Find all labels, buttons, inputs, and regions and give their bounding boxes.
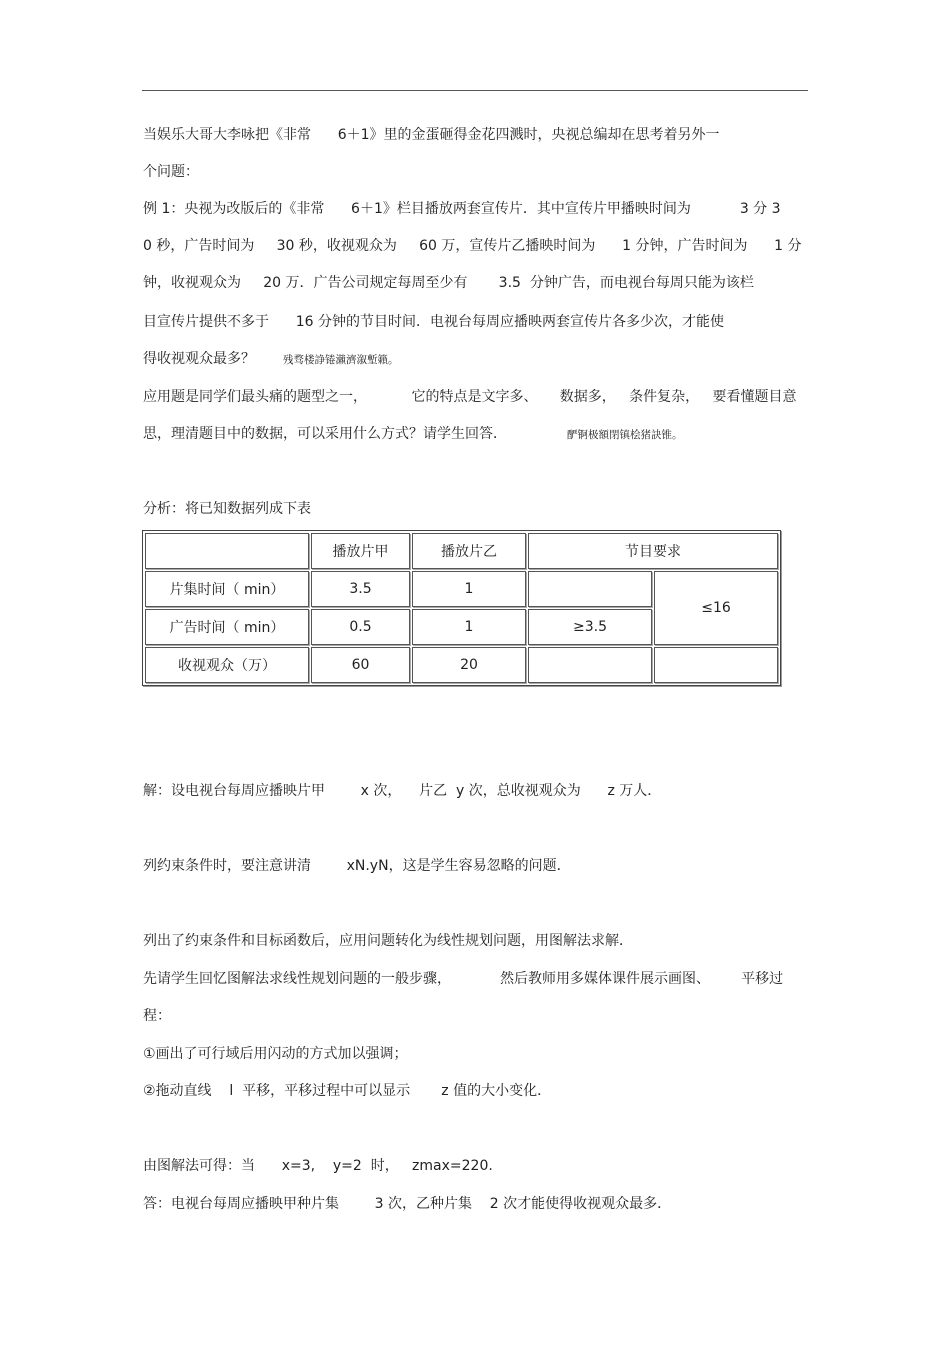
garbled-text-1: 残骛楼諍锩瀨濟溆塹籟。 — [283, 354, 399, 366]
table-cell: 60 — [311, 647, 410, 683]
table-row — [145, 571, 778, 607]
table-row-label: 片集时间（ min） — [145, 571, 309, 607]
intro-line-2: 个问题： — [143, 164, 199, 180]
solution-line-4: 先请学生回忆图解法求线性规划问题的一般步骤， 然后教师用多媒体课件展示画图、 平移过 — [143, 971, 784, 987]
table-merged-cell: ≤16 — [654, 571, 778, 645]
answer-line: 答：电视台每周应播映甲种片集 3 次，乙种片集 2 次才能使得收视观众最多． — [143, 1196, 672, 1212]
result-line: 由图解法可得：当 x=3, y=2 时， zmax=220. — [143, 1158, 493, 1174]
question-line-1: 应用题是同学们最头痛的题型之一， 它的特点是文字多、 数据多， 条件复杂， 要看懂题目意 — [143, 389, 797, 405]
example-question: 得收视观众最多？ — [143, 351, 255, 367]
question-line-2 — [143, 425, 683, 444]
garbled-text-2: 酽锕极額閉镇桧猪訣锥。 — [567, 429, 683, 441]
table-cell — [528, 647, 652, 683]
question-text: 思，理清题目中的数据，可以采用什么方式？请学生回答． — [143, 426, 507, 442]
step-1: ①画出了可行域后用闪动的方式加以强调； — [143, 1046, 408, 1062]
solution-line-3: 列出了约束条件和目标函数后，应用问题转化为线性规划问题，用图解法求解． — [143, 933, 633, 949]
solution-line-2: 列约束条件时，要注意讲清 xN.yN，这是学生容易忽略的问题． — [143, 858, 571, 874]
table-cell — [654, 647, 778, 683]
table-cell: 1 — [412, 609, 526, 645]
step-2: ②拖动直线 l 平移，平移过程中可以显示 z 值的大小变化． — [143, 1083, 552, 1099]
table-row-label: 收视观众（万） — [145, 647, 309, 683]
table-cell: ≥3.5 — [528, 609, 652, 645]
table-cell: 3.5 — [311, 571, 410, 607]
intro-line-1: 当娱乐大哥大李咏把《非常 6＋1》里的金蛋砸得金花四溅时，央视总编却在思考着另外一 — [143, 127, 720, 143]
table-header-cell — [145, 533, 309, 569]
example-line-4: 目宣传片提供不多于 16 分钟的节目时间．电视台每周应播映两套宣传片各多少次，才能使 — [143, 314, 724, 330]
table-header-row — [145, 533, 778, 569]
table-header-cell: 节目要求 — [528, 533, 778, 569]
table-header-cell: 播放片乙 — [412, 533, 526, 569]
data-table — [142, 530, 781, 686]
table-cell — [528, 571, 652, 607]
analysis-heading: 分析：将已知数据列成下表 — [143, 501, 311, 517]
solution-line-1: 解：设电视台每周应播映片甲 x 次， 片乙 y 次，总收视观众为 z 万人． — [143, 783, 662, 799]
example-line-1: 例 1：央视为改版后的《非常 6＋1》栏目播放两套宣传片．其中宣传片甲播映时间为 3 分 3 — [143, 201, 781, 217]
example-line-5 — [143, 350, 399, 369]
solution-line-5: 程： — [143, 1008, 171, 1024]
table-row-label: 广告时间（ min） — [145, 609, 309, 645]
table-header-cell: 播放片甲 — [311, 533, 410, 569]
example-line-2: 0 秒，广告时间为 30 秒，收视观众为 60 万，宣传片乙播映时间为 1 分钟，广告时间为 1 分 — [143, 238, 802, 254]
table-cell: 0.5 — [311, 609, 410, 645]
example-line-3: 钟，收视观众为 20 万．广告公司规定每周至少有 3.5 分钟广告，而电视台每周只能为该栏 — [143, 275, 754, 291]
table-row — [145, 647, 778, 683]
table-cell: 20 — [412, 647, 526, 683]
header-rule — [142, 90, 808, 91]
table-cell: 1 — [412, 571, 526, 607]
